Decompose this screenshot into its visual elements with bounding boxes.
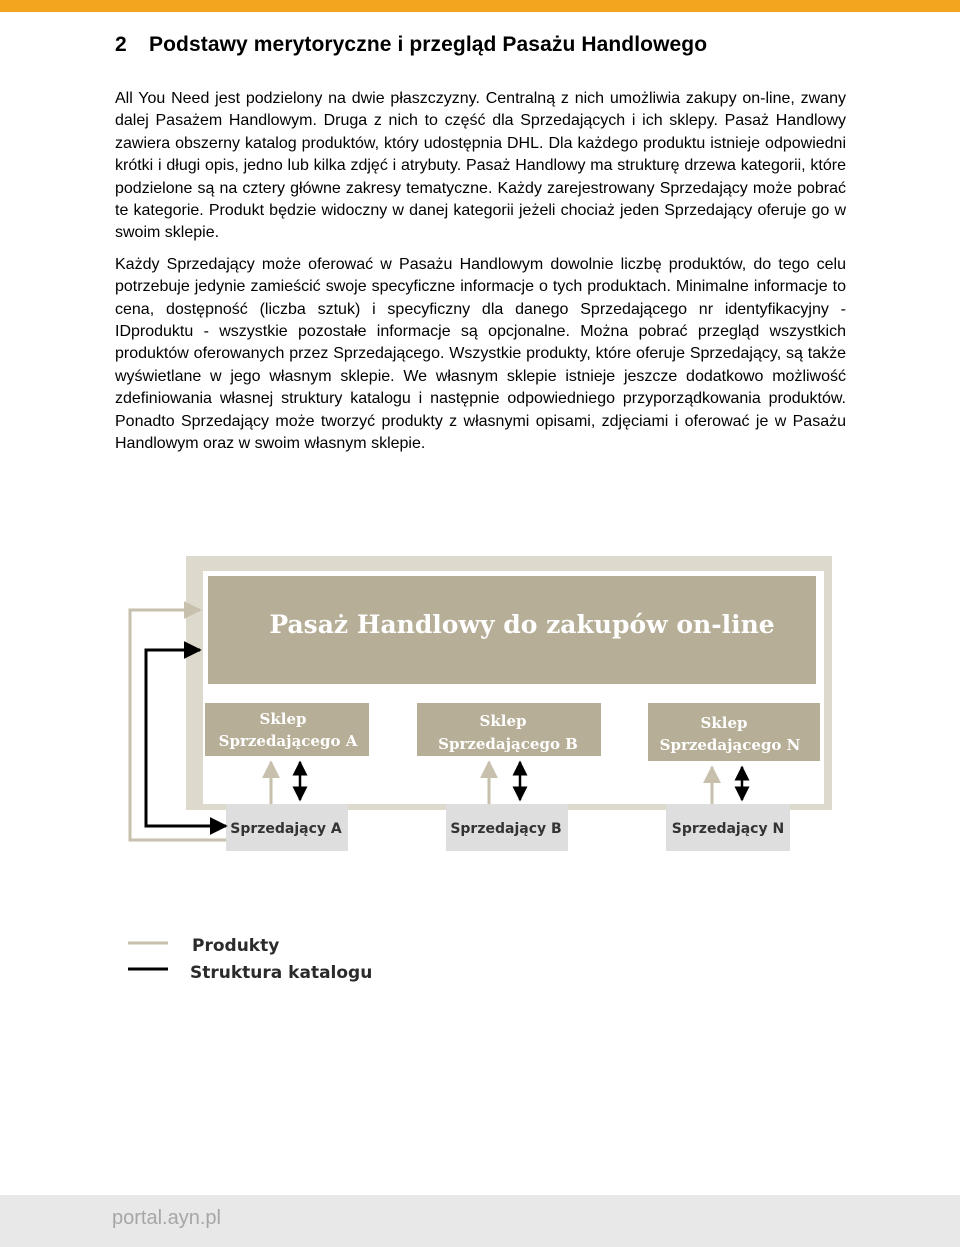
shop-b-line2: Sprzedającego B [438,735,578,753]
accent-top-bar [0,0,960,12]
legend-structure-label: Struktura katalogu [190,963,373,983]
shop-n-line1: Sklep [700,714,748,732]
paragraph-2: Każdy Sprzedający może oferować w Pasażu Handlowym dowolnie liczbę produktów, do tego celu potrzebuje jedynie zamieścić swoje specyficzne informacje o tych produktach. Minimalne informacje to cena, dostępność (liczba sztuk) i specyficzny dla danego Sprzedającego nr identyfikacyjny - IDproduktu - wszystkie pozostałe informacje są opcjonalne. Można pobrać przegląd wszystkich produktów oferowanych przez Sprzedającego. Wszystkie produkty, które oferuje Sprzedający, są także wyświetlane w jego własnym sklepie. We własnym sklepie istnieje jeszcze dodatkowo możliwość zdefiniowania własnej struktury katalogu i następnie odpowiedniego przyporządkowania produktów. Ponadto Sprzedający może tworzyć produkty z własnymi opisami, zdjęciami i oferować je w Pasażu Handlowym oraz w swoim własnym sklepie. [115,255,846,453]
seller-n-label: Sprzedający N [671,821,785,837]
section-number: 2 [115,33,127,56]
paragraph-1: All You Need jest podzielony na dwie płaszczyzny. Centralną z nich umożliwia zakupy on-line, zwany dalej Pasażem Handlowym. Druga z nich to część dla Sprzedających i ich sklepy. Pasaż Handlowy zawiera obszerny katalog produktów, który udostępnia DHL. Dla każdego produktu istnieje odpowiedni krótki i długi opis, jedno lub kilka zdjęć i atrybuty. Pasaż Handlowy ma strukturę drzewa kategorii, które podzielone są na cztery główne zakresy tematyczne. Każdy zarejestrowany Sprzedający może pobrać te kategorie. Produkt będzie widoczny w danej kategorii jeżeli chociaż jeden Sprzedający oferuje go w swoim sklepie. [115,90,846,242]
shop-n-line2: Sprzedającego N [659,736,801,754]
main-box-label: Pasaż Handlowy do zakupów on-line [269,610,775,639]
page-footer [0,1195,960,1247]
seller-b-label: Sprzedający B [450,821,562,837]
shop-a-line2: Sprzedającego A [218,732,358,750]
body-text [115,88,846,465]
marketplace-diagram [0,540,960,1000]
legend-products-label: Produkty [192,936,280,956]
seller-a-label: Sprzedający A [230,821,342,837]
section-title: Podstawy merytoryczne i przegląd Pasażu Handlowego [149,33,708,56]
section-heading [115,33,707,57]
shop-b-line1: Sklep [479,712,527,730]
footer-url[interactable]: portal.ayn.pl [112,1207,221,1229]
shop-a-line1: Sklep [259,710,307,728]
